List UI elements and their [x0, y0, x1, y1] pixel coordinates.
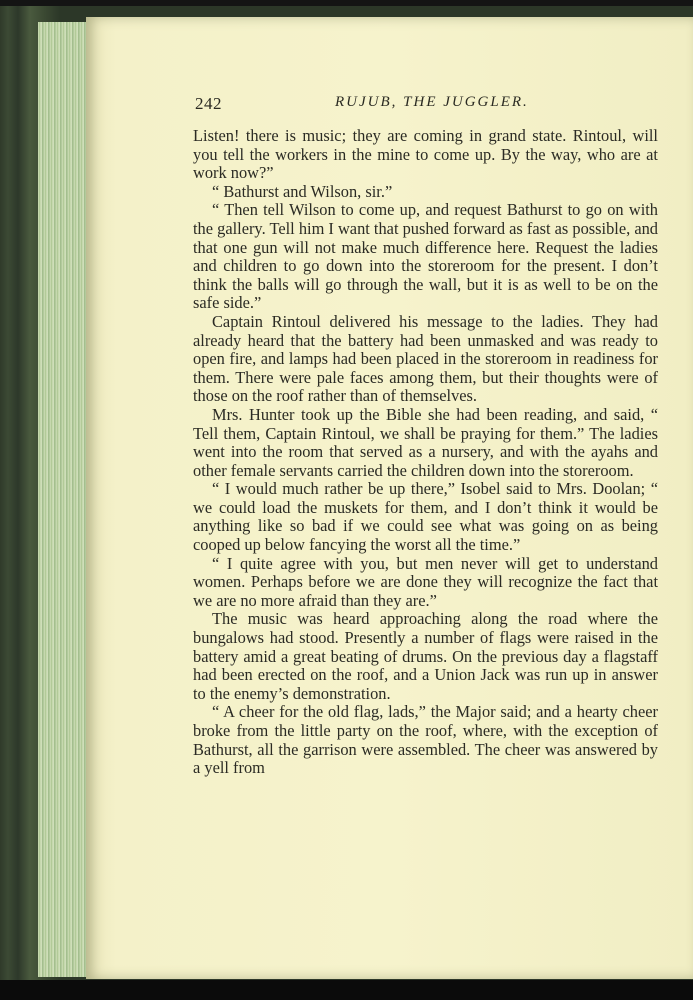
page-header: [195, 94, 660, 116]
paragraph: “ A cheer for the old flag, lads,” the Major said; and a hearty cheer broke from the little party on the roof, where, with the exception of Bathurst, all the garrison were assembled. The cheer was answered by a yell from: [193, 702, 658, 778]
body-text: [193, 127, 658, 778]
paragraph: The music was heard approaching along the road where the bungalows had stood. Presently a number of flags were raised in the battery amid a great beating of drums. On the previous day a flagstaff had been erected on the roof, and a Union Jack was run up in answer to the enemy’s demonstration.: [193, 609, 658, 703]
paragraph: “ I would much rather be up there,” Isobel said to Mrs. Doolan; “ we could load the muskets for them, and I don’t think it would be anything like so bad if we could see what was going on as being cooped up below fancying the worst all the time.”: [193, 479, 658, 555]
page-number: 242: [195, 94, 222, 113]
paragraph: Listen! there is music; they are coming in grand state. Rintoul, will you tell the workers in the mine to come up. By the way, who are at work now?”: [193, 126, 658, 183]
paragraph: Captain Rintoul delivered his message to the ladies. They had already heard that the battery had been unmasked and was ready to open fire, and lamps had been placed in the storeroom in readiness for them. There were pale faces among them, but their thoughts were of those on the roof rather than of themselves.: [193, 311, 658, 406]
paragraph: “ Bathurst and Wilson, sir.”: [212, 181, 393, 201]
paragraph: “ Then tell Wilson to come up, and request Bathurst to go on with the gallery. Tell him I want that pushed forward as fast as possible, and that one gun will not make much difference here. Request the ladies and children to go down into the storeroom for the present. I don’t think the balls will go through the wall, but it is as well to be on the safe side.”: [193, 200, 658, 313]
paragraph: Mrs. Hunter took up the Bible she had been reading, and said, “ Tell them, Captain Rintoul, we shall be praying for them.” The ladies went into the room that served as a nursery, and with the ayahs and other female servants carried the children down into the storeroom.: [193, 404, 658, 480]
running-title: RUJUB, THE JUGGLER.: [335, 94, 529, 110]
paragraph: “ I quite agree with you, but men never will get to understand women. Perhaps before we are done they will recognize the fact that we are no more afraid than they are.”: [193, 553, 658, 610]
bottom-dark-border: [0, 980, 693, 1000]
